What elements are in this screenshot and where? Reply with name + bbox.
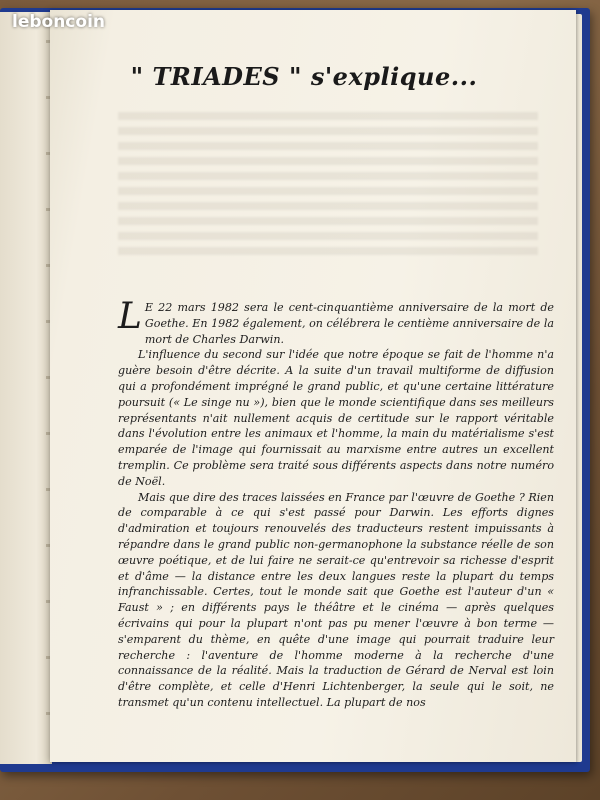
left-page — [0, 12, 52, 764]
paragraph-1-text: E 22 mars 1982 sera le cent-cinquantième anniversaire de la mort de Goethe. En 1982 également, on célébrera le centième anniversaire de la mort de Charles Darwin. — [144, 301, 554, 346]
article-body — [118, 296, 554, 711]
paragraph-3: Mais que dire des traces laissées en France par l'œuvre de Goethe ? Rien de comparable à ce qui s'est passé pour Darwin. Les efforts dignes d'admiration et toujours renouvelés des traducteurs restent impuissants à répandre dans le grand public non-germanophone la substance réelle de son œuvre poétique, et de lui faire ne serait-ce qu'entrevoir sa richesse d'esprit et d'âme — la distance entre les deux langues reste la plupart du temps infranchissable. Certes, tout le monde sait que Goethe est l'auteur d'un « Faust » ; en différents pays le théâtre et le cinéma — après quelques écrivains qui pour la plupart n'ont pas pu mener l'œuvre à bon terme — s'emparent du thème, en quête d'une image qui pourrait traduire leur recherche : l'aventure de l'homme moderne à la recherche d'une connaissance de la réalité. Mais la traduction de Gérard de Nerval est loin d'être complète, et celle d'Henri Lichtenberger, la seule qui le soit, ne transmet qu'un contenu intellectuel. La plupart de nos — [118, 490, 554, 709]
drop-cap: L — [118, 296, 142, 337]
article-title: " TRIADES " s'explique... — [130, 62, 478, 91]
leboncoin-watermark: leboncoin — [12, 12, 105, 32]
paragraph-1 — [118, 296, 554, 347]
show-through-text — [118, 112, 538, 262]
paragraph-2: L'influence du second sur l'idée que notre époque se fait de l'homme n'a guère besoin d'être décrite. A la suite d'un travail multiforme de diffusion qui a profondément imprégné le grand public, et qu'une certaine littérature poursuit (« Le singe nu »), bien que le monde scientifique dans ses meilleurs représentants n'ait nullement acquis de certitude sur le rapport véritable dans l'évolution entre les animaux et l'homme, la main du matérialisme s'est emparée de l'image qui fournissait au marxisme entre autres un excellent tremplin. Ce problème sera traité sous différents aspects dans notre numéro de Noël. — [118, 348, 554, 488]
